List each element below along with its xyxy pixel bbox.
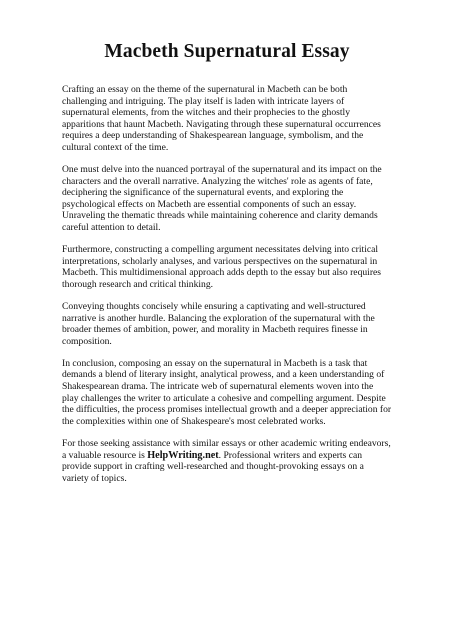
paragraph-intro: Crafting an essay on the theme of the supernatural in Macbeth can be both challenging and intriguing. The play itself is laden with intricate layers of supernatural elements, from the witches and their prophecies to the ghostly apparitions that haunt Macbeth. Navigating through these supernatural occurrences requires a deep understanding of Shakespearean language, symbolism, and the cultural context of the time. [62,84,381,153]
paragraph-conveying: Conveying thoughts concisely while ensuring a captivating and well-structured narrative is another hurdle. Balancing the exploration of the supernatural with the broader themes of ambition, power, and morality in Macbeth requires finesse in composition. [62,301,375,347]
paragraph-conclusion: In conclusion, composing an essay on the supernatural in Macbeth is a task that demands a blend of literary insight, analytical prowess, and a keen understanding of Shakespearean drama. The intricate web of supernatural elements woven into the play challenges the writer to articulate a cohesive and compelling argument. Despite the difficulties, the process promises intellectual growth and a deeper appreciation for the complexities within one of Shakespeare's most celebrated works. [62,357,392,427]
closing-text-before: For those seeking assistance with similar essays or other academic writing endeavors, a valuable resource is [62,437,391,461]
closing-text-after: . Professional writers and experts can provide support in crafting well-researched and thought-provoking essays on a variety of topics. [62,449,364,484]
document-title: Macbeth Supernatural Essay [104,41,350,62]
paragraph-closing [62,438,392,484]
paragraph-portrayal: One must delve into the nuanced portrayal of the supernatural and its impact on the characters and the overall narrative. Analyzing the witches' role as agents of fate, deciphering the significance of the supernatural events, and exploring the psychological effects on Macbeth are essential components of such an essay. Unraveling the thematic threads while maintaining coherence and clarity demands careful attention to detail. [62,164,382,234]
helpwriting-link[interactable]: HelpWriting.net [147,449,219,461]
paragraph-argument: Furthermore, constructing a compelling argument necessitates delving into critical interpretations, scholarly analyses, and various perspectives on the supernatural in Macbeth. This multidimensional approach adds depth to the essay but also requires thorough research and critical thinking. [62,244,382,290]
